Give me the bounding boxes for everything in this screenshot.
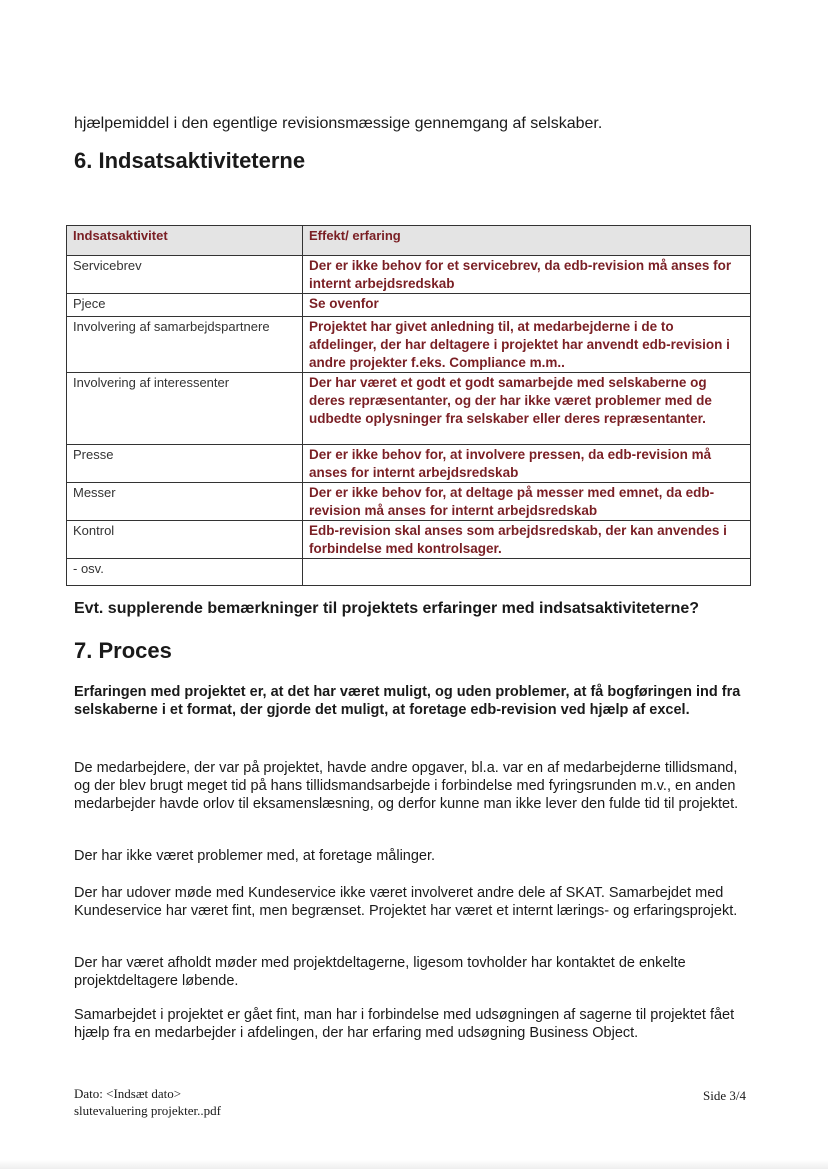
section-7-heading: 7. Proces	[74, 638, 172, 663]
table-row	[67, 294, 751, 317]
activity-cell: Involvering af samarbejdspartnere	[67, 317, 303, 373]
activities-table	[66, 225, 751, 586]
activity-cell: Presse	[67, 445, 303, 483]
scan-edge	[0, 1160, 828, 1169]
table-row	[67, 256, 751, 294]
footer-info	[74, 1085, 221, 1119]
activity-cell: Kontrol	[67, 521, 303, 559]
effect-cell: Edb-revision skal anses som arbejdsredskab, der kan anvendes i forbindelse med kontrolsager.	[303, 521, 751, 559]
paragraph: De medarbejdere, der var på projektet, havde andre opgaver, bl.a. var en af medarbejderne tillidsmand, og der blev brugt meget tid på hans tillidsmandsarbejde i forbindelse med fyringsrunden m.v., en anden medarbejder havde orlov til eksamenslæsning, og derfor kunne man ikke lever den fulde tid til projektet.	[74, 760, 739, 812]
effect-cell	[303, 559, 751, 586]
footer-filename: slutevaluering projekter..pdf	[74, 1103, 221, 1118]
page-number: Side 3/4	[703, 1088, 746, 1103]
paragraph: Der har udover møde med Kundeservice ikke været involveret andre dele af SKAT. Samarbejdet med Kundeservice har været fint, men begrænset. Projektet har været et internt lærings- og erfaringsprojekt.	[74, 885, 738, 919]
effect-cell: Se ovenfor	[303, 294, 751, 317]
table-row	[67, 445, 751, 483]
process-summary: Erfaringen med projektet er, at det har været muligt, og uden problemer, at få bogføringen ind fra selskaberne i et format, der gjorde det muligt, at foretage edb-revision ved hjælp af excel.	[74, 684, 741, 718]
header-activity: Indsatsaktivitet	[67, 226, 303, 256]
table-row	[67, 373, 751, 445]
header-effect: Effekt/ erfaring	[303, 226, 751, 256]
section-6-heading: 6. Indsatsaktiviteterne	[74, 148, 306, 173]
table-row	[67, 317, 751, 373]
activity-cell: - osv.	[67, 559, 303, 586]
activity-cell: Servicebrev	[67, 256, 303, 294]
activity-cell: Involvering af interessenter	[67, 373, 303, 445]
activity-cell: Messer	[67, 483, 303, 521]
paragraph: Samarbejdet i projektet er gået fint, man har i forbindelse med udsøgningen af sagerne til projektet fået hjælp fra en medarbejder i afdelingen, der har erfaring med udsøgning Business Object.	[74, 1007, 735, 1041]
supplementary-question: Evt. supplerende bemærkninger til projektets erfaringer med indsatsaktiviteterne?	[74, 600, 700, 617]
effect-cell: Der er ikke behov for, at involvere pressen, da edb-revision må anses for internt arbejdsredskab	[303, 445, 751, 483]
paragraph: Der har ikke været problemer med, at foretage målinger.	[74, 848, 436, 864]
table-row	[67, 559, 751, 586]
paragraph: Der har været afholdt møder med projektdeltagerne, ligesom tovholder har kontaktet de enkelte projektdeltagere løbende.	[74, 955, 686, 989]
table-header-row	[67, 226, 751, 256]
footer-date: Dato: <Indsæt dato>	[74, 1086, 182, 1101]
table-row	[67, 521, 751, 559]
effect-cell: Der har været et godt et godt samarbejde med selskaberne og deres repræsentanter, og der har ikke været problemer med de udbedte oplysninger fra selskaber eller deres repræsentanter.	[303, 373, 751, 445]
effect-cell: Der er ikke behov for, at deltage på messer med emnet, da edb-revision må anses for internt arbejdsredskab	[303, 483, 751, 521]
intro-line: hjælpemiddel i den egentlige revisionsmæssige gennemgang af selskaber.	[74, 115, 603, 132]
effect-cell: Projektet har givet anledning til, at medarbejderne i de to afdelinger, der har deltagere i projektet har anvendt edb-revision i andre projekter f.eks. Compliance m.m..	[303, 317, 751, 373]
table-row	[67, 483, 751, 521]
activity-cell: Pjece	[67, 294, 303, 317]
effect-cell: Der er ikke behov for et servicebrev, da edb-revision må anses for internt arbejdsredskab	[303, 256, 751, 294]
